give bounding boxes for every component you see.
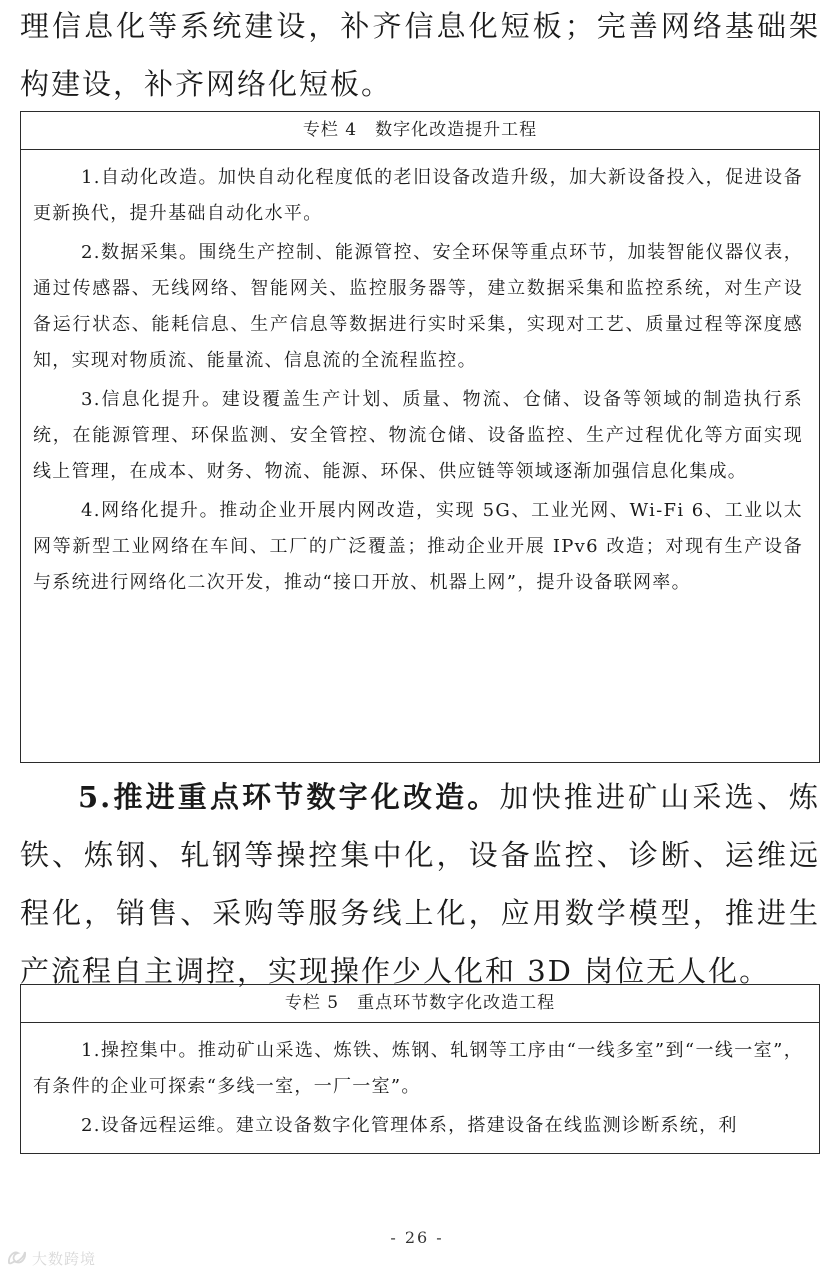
- column-box-4-title: 专栏 4 数字化改造提升工程: [21, 112, 819, 150]
- box4-item-informatization: 3.信息化提升。建设覆盖生产计划、质量、物流、仓储、设备等领域的制造执行系统，在能源管理、环保监测、安全管控、物流仓储、设备监控、生产过程优化等方面实现线上管理，在成本、财务、物流、能源、环保、供应链等领域逐渐加强信息化集成。: [33, 389, 803, 482]
- section-5-heading: 5.推进重点环节数字化改造。: [78, 780, 500, 814]
- column-box-4: [20, 111, 820, 763]
- column-box-5-body: [21, 1023, 819, 1144]
- box4-item-data-collection: 2.数据采集。围绕生产控制、能源管控、安全环保等重点环节，加装智能仪器仪表，通过传感器、无线网络、智能网关、监控服务器等，建立数据采集和监控系统，对生产设备运行状态、能耗信息、生产信息等数据进行实时采集，实现对工艺、质量过程等深度感知，实现对物质流、能量流、信息流的全流程监控。: [33, 242, 803, 371]
- watermark: [6, 1247, 96, 1269]
- intro-paragraph: 理信息化等系统建设，补齐信息化短板；完善网络基础架构建设，补齐网络化短板。: [20, 9, 820, 101]
- box4-item-networking: 4.网络化提升。推动企业开展内网改造，实现 5G、工业光网、Wi-Fi 6、工业以太网等新型工业网络在车间、工厂的广泛覆盖；推动企业开展 IPv6 改造；对现有生产设备与系统进行网络化二次开发，推动“接口开放、机器上网”，提升设备联网率。: [33, 500, 803, 593]
- section-5-paragraph: [20, 768, 820, 1000]
- column-box-5: [20, 984, 820, 1154]
- logo-icon: [6, 1248, 28, 1268]
- section-5-body: 加快推进矿山采选、炼铁、炼钢、轧钢等操控集中化，设备监控、诊断、运维远程化，销售、采购等服务线上化，应用数学模型，推进生产流程自主调控，实现操作少人化和 3D 岗位无人化。: [20, 780, 820, 988]
- column-box-4-body: [21, 150, 819, 601]
- column-box-5-title: 专栏 5 重点环节数字化改造工程: [21, 985, 819, 1023]
- page-number: - 26 -: [390, 1228, 444, 1247]
- box4-item-automation: 1.自动化改造。加快自动化程度低的老旧设备改造升级，加大新设备投入，促进设备更新换代，提升基础自动化水平。: [33, 167, 803, 224]
- box5-item-remote-maintenance: 2.设备远程运维。建立设备数字化管理体系，搭建设备在线监测诊断系统，利: [81, 1115, 738, 1136]
- watermark-text: 大数跨境: [32, 1249, 97, 1268]
- box5-item-centralized-control: 1.操控集中。推动矿山采选、炼铁、炼钢、轧钢等工序由“一线多室”到“一线一室”，有条件的企业可探索“多线一室，一厂一室”。: [33, 1040, 803, 1097]
